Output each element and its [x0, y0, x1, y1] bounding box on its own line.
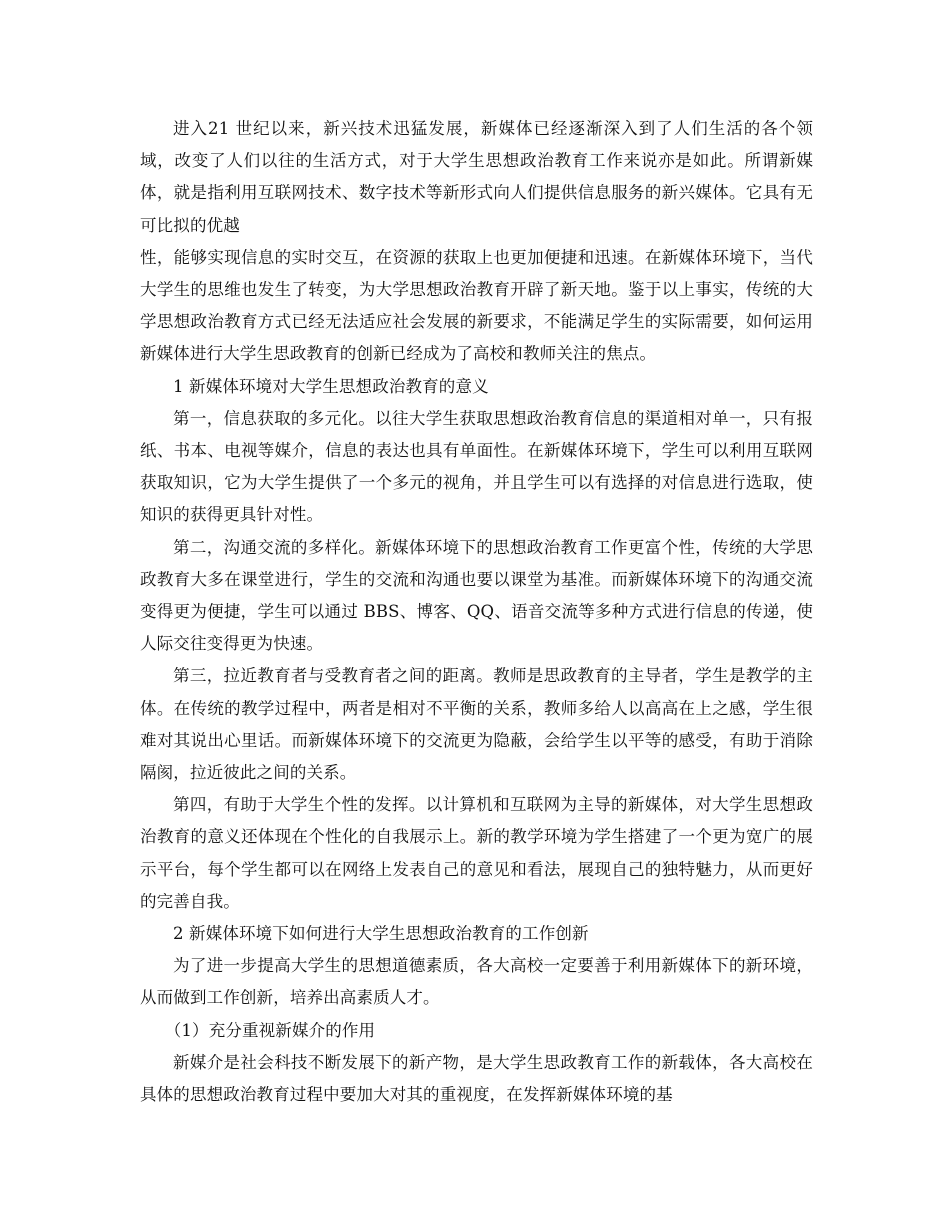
section2-heading: 2 新媒体环境下如何进行大学生思想政治教育的工作创新	[173, 924, 589, 944]
point1-paragraph: 第一，信息获取的多元化。以往大学生获取思想政治教育信息的渠道相对单一，只有报纸、书本、电视等媒介，信息的表达也具有单面性。在新媒体环境下，学生可以利用互联网获取知识，它为大学生提供了一个多元的视角，并且学生可以有选择的对信息进行选取，使知识的获得更具针对性。	[140, 408, 813, 525]
point3-paragraph: 第三，拉近教育者与受教育者之间的距离。教师是思政教育的主导者，学生是教学的主体。在传统的教学过程中，两者是相对不平衡的关系，教师多给人以高高在上之感，学生很难对其说出心里话。而新媒体环境下的交流更为隐蔽，会给学生以平等的感受，有助于消除隔阂，拉近彼此之间的关系。	[140, 666, 813, 783]
intro-paragraph-part2: 性，能够实现信息的实时交互，在资源的获取上也更加便捷和迅速。在新媒体环境下，当代大学生的思维也发生了转变，为大学思想政治教育开辟了新天地。鉴于以上事实，传统的大学思想政治教育方式已经无法适应社会发展的新要求，不能满足学生的实际需要，如何运用新媒体进行大学生思政教育的创新已经成为了高校和教师关注的焦点。	[140, 247, 813, 364]
point4-paragraph: 第四，有助于大学生个性的发挥。以计算机和互联网为主导的新媒体，对大学生思想政治教育的意义还体现在个性化的自我展示上。新的教学环境为学生搭建了一个更为宽广的展示平台，每个学生都可以在网络上发表自己的意见和看法，展现自己的独特魅力，从而更好的完善自我。	[140, 795, 813, 911]
section1-heading: 1 新媒体环境对大学生思想政治教育的意义	[173, 376, 489, 396]
section2-intro-paragraph: 为了进一步提高大学生的思想道德素质，各大高校一定要善于利用新媒体下的新环境，从而做到工作创新，培养出高素质人才。	[140, 956, 813, 1008]
intro-paragraph-part1: 进入21 世纪以来，新兴技术迅猛发展，新媒体已经逐渐深入到了人们生活的各个领域，改变了人们以往的生活方式，对于大学生思想政治教育工作来说亦是如此。所谓新媒体，就是指利用互联网技术、数字技术等新形式向人们提供信息服务的新兴媒体。它具有无可比拟的优越	[140, 119, 813, 235]
subsection1-heading: （1）充分重视新媒介的作用	[164, 1020, 376, 1040]
point2-paragraph: 第二，沟通交流的多样化。新媒体环境下的思想政治教育工作更富个性，传统的大学思政教育大多在课堂进行，学生的交流和沟通也要以课堂为基准。而新媒体环境下的沟通交流变得更为便捷，学生可以通过 BBS、博客、QQ、语音交流等多种方式进行信息的传递，使人际交往变得更为快速。	[140, 537, 813, 654]
document-body	[140, 113, 813, 1111]
subsection1-paragraph: 新媒介是社会科技不断发展下的新产物，是大学生思政教育工作的新载体，各大高校在具体的思想政治教育过程中要加大对其的重视度，在发挥新媒体环境的基	[140, 1052, 813, 1105]
